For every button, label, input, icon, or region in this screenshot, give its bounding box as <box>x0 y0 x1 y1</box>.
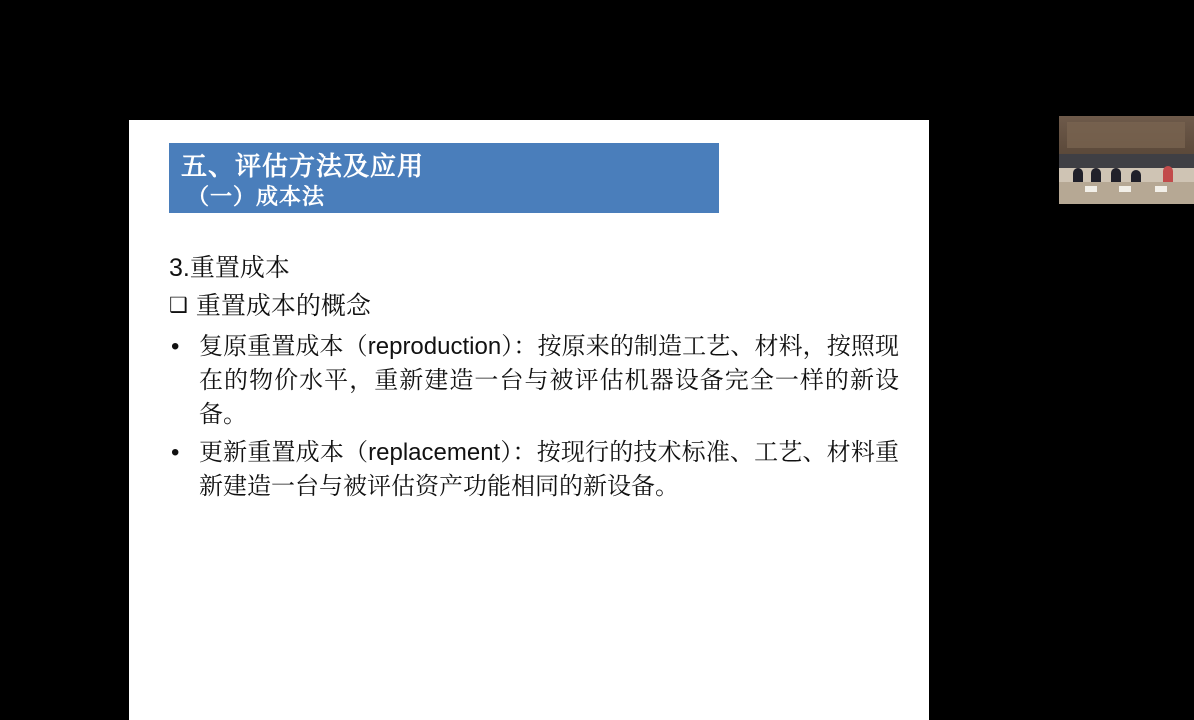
slide-body <box>169 250 899 508</box>
slide-subheading-label: 重置成本的概念 <box>195 292 371 320</box>
webcam-background-wall <box>1059 116 1194 156</box>
presentation-slide <box>129 120 929 720</box>
list-item-text: 复原重置成本（reproduction）：按原来的制造工艺、材料，按照现在的物价水平，重新建造一台与被评估机器设备完全一样的新设备。 <box>199 333 899 428</box>
slide-title-banner <box>169 143 719 213</box>
webcam-wall-panel <box>1067 122 1185 148</box>
list-item-text: 更新重置成本（replacement）：按现行的技术标准、工艺、材料重新建造一台与被评估资产功能相同的新设备。 <box>199 439 899 500</box>
bullet-dot-icon: • <box>171 439 180 466</box>
slide-title-line-1: 五、评估方法及应用 <box>181 151 425 181</box>
webcam-paper <box>1119 186 1131 192</box>
slide-subheading <box>169 288 899 324</box>
hollow-square-icon: ❑ <box>169 294 188 317</box>
webcam-paper <box>1155 186 1167 192</box>
webcam-paper <box>1085 186 1097 192</box>
slide-title-line-2: （一）成本法 <box>187 184 326 209</box>
slide-heading-number: 3.重置成本 <box>169 254 290 282</box>
list-item <box>169 436 899 504</box>
list-item <box>169 330 899 432</box>
webcam-video-inset[interactable] <box>1059 116 1194 204</box>
bullet-dot-icon: • <box>171 333 180 360</box>
